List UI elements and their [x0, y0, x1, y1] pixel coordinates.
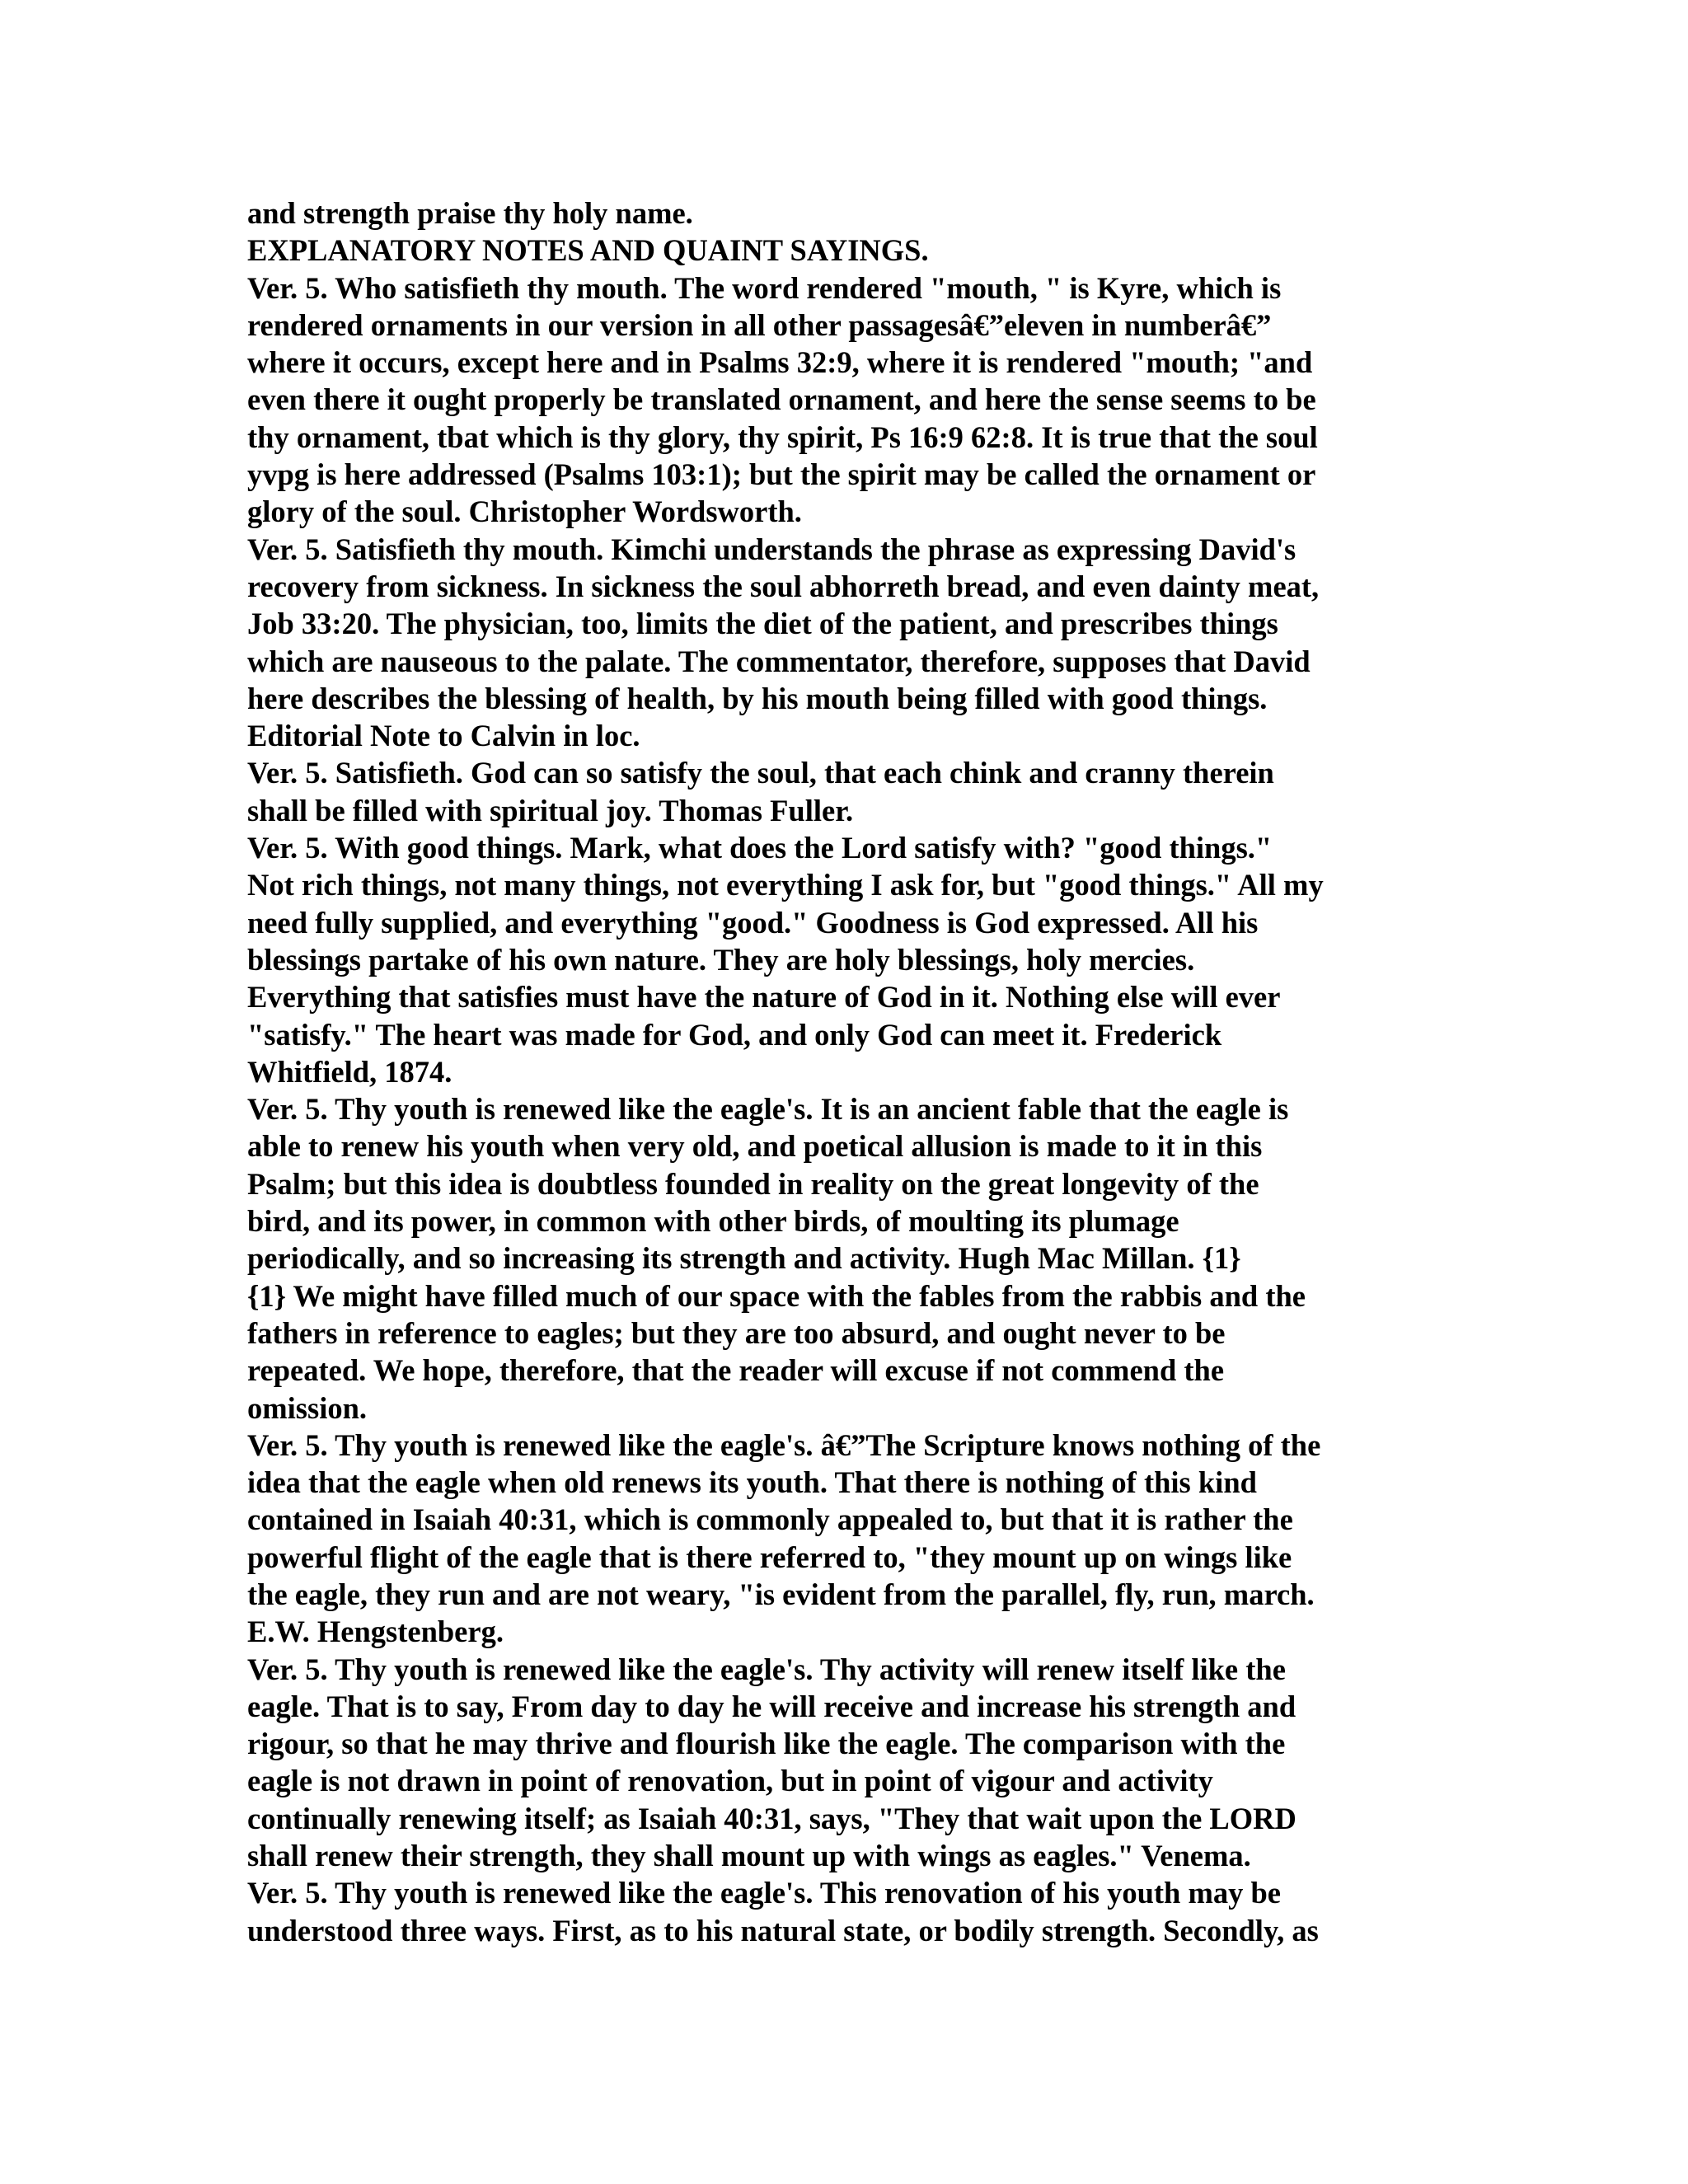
text-line: Ver. 5. Thy youth is renewed like the eagle's. Thy activity will renew itself like the	[247, 1652, 1286, 1686]
text-line: glory of the soul. Christopher Wordsworth.	[247, 494, 802, 529]
document-page	[247, 194, 1451, 1986]
text-line: shall renew their strength, they shall mount up with wings as eagles." Venema.	[247, 1839, 1251, 1873]
footnote-line: {1} We might have filled much of our space with the fables from the rabbis and the	[247, 1278, 1306, 1313]
section-heading: EXPLANATORY NOTES AND QUAINT SAYINGS.	[247, 233, 929, 268]
text-line: where it occurs, except here and in Psalms 32:9, where it is rendered "mouth; "and	[247, 345, 1313, 380]
text-line: powerful flight of the eagle that is there referred to, "they mount up on wings like	[247, 1540, 1292, 1574]
text-line: Everything that satisfies must have the nature of God in it. Nothing else will ever	[247, 980, 1281, 1015]
text-line: need fully supplied, and everything "good." Goodness is God expressed. All his	[247, 905, 1259, 940]
text-line: Editorial Note to Calvin in loc.	[247, 719, 640, 753]
text-line: E.W. Hengstenberg.	[247, 1615, 504, 1649]
footnote-line: fathers in reference to eagles; but they are too absurd, and ought never to be	[247, 1315, 1226, 1350]
text-line: eagle. That is to say, From day to day he will receive and increase his strength and	[247, 1689, 1296, 1723]
text-line: Ver. 5. Thy youth is renewed like the eagle's. â€”The Scripture knows nothing of the	[247, 1427, 1321, 1462]
text-line: Ver. 5. With good things. Mark, what does the Lord satisfy with? "good things."	[247, 831, 1273, 865]
text-line: idea that the eagle when old renews its youth. That there is nothing of this kind	[247, 1465, 1257, 1500]
text-line: continually renewing itself; as Isaiah 40:31, says, "They that wait upon the LORD	[247, 1801, 1296, 1835]
text-line: contained in Isaiah 40:31, which is commonly appealed to, but that it is rather the	[247, 1502, 1293, 1537]
text-line: bird, and its power, in common with other birds, of moulting its plumage	[247, 1204, 1179, 1239]
text-line: Psalm; but this idea is doubtless founded in reality on the great longevity of the	[247, 1166, 1259, 1201]
text-line: able to renew his youth when very old, and poetical allusion is made to it in this	[247, 1129, 1263, 1164]
text-line: Ver. 5. Satisfieth. God can so satisfy the soul, that each chink and cranny therein	[247, 756, 1274, 790]
text-line: Not rich things, not many things, not everything I ask for, but "good things." All my	[247, 868, 1324, 902]
text-line: Ver. 5. Who satisfieth thy mouth. The word rendered "mouth, " is Kyre, which is	[247, 270, 1282, 305]
text-line: yvpg is here addressed (Psalms 103:1); but the spirit may be called the ornament or	[247, 457, 1316, 492]
text-line: "satisfy." The heart was made for God, and only God can meet it. Frederick	[247, 1017, 1222, 1052]
text-line: Ver. 5. Thy youth is renewed like the eagle's. It is an ancient fable that the eagle is	[247, 1092, 1289, 1127]
text-line: the eagle, they run and are not weary, "is evident from the parallel, fly, run, march.	[247, 1577, 1315, 1611]
text-line	[247, 1949, 1451, 1986]
text-line: eagle is not drawn in point of renovation, but in point of vigour and activity	[247, 1764, 1213, 1798]
text-line: thy ornament, tbat which is thy glory, thy spirit, Ps 16:9 62:8. It is true that the soul	[247, 419, 1318, 454]
text-line: rendered ornaments in our version in all other passagesâ€”eleven in numberâ€”	[247, 307, 1272, 342]
text-line: Ver. 5. Satisfieth thy mouth. Kimchi understands the phrase as expressing David's	[247, 532, 1296, 566]
text-line: Ver. 5. Thy youth is renewed like the eagle's. This renovation of his youth may be	[247, 1876, 1281, 1910]
text-line: Whitfield, 1874.	[247, 1054, 452, 1089]
text-line: here describes the blessing of health, by his mouth being filled with good things.	[247, 681, 1268, 715]
text-line: periodically, and so increasing its strength and activity. Hugh Mac Millan. {1}	[247, 1241, 1241, 1276]
text-line: recovery from sickness. In sickness the soul abhorreth bread, and even dainty meat,	[247, 569, 1320, 603]
text-line: understood three ways. First, as to his natural state, or bodily strength. Secondly, as	[247, 1913, 1319, 1947]
footnote-line: omission.	[247, 1390, 368, 1425]
text-line: Job 33:20. The physician, too, limits the diet of the patient, and prescribes things	[247, 607, 1278, 641]
text-line: and strength praise thy holy name.	[247, 196, 693, 230]
text-line: shall be filled with spiritual joy. Thomas Fuller.	[247, 793, 854, 827]
text-line: rigour, so that he may thrive and flourish like the eagle. The comparison with the	[247, 1727, 1286, 1761]
text-line: which are nauseous to the palate. The commentator, therefore, supposes that David	[247, 644, 1311, 678]
footnote-line: repeated. We hope, therefore, that the reader will excuse if not commend the	[247, 1353, 1225, 1388]
text-line: blessings partake of his own nature. They are holy blessings, holy mercies.	[247, 942, 1195, 977]
text-line: even there it ought properly be translated ornament, and here the sense seems to be	[247, 382, 1316, 417]
